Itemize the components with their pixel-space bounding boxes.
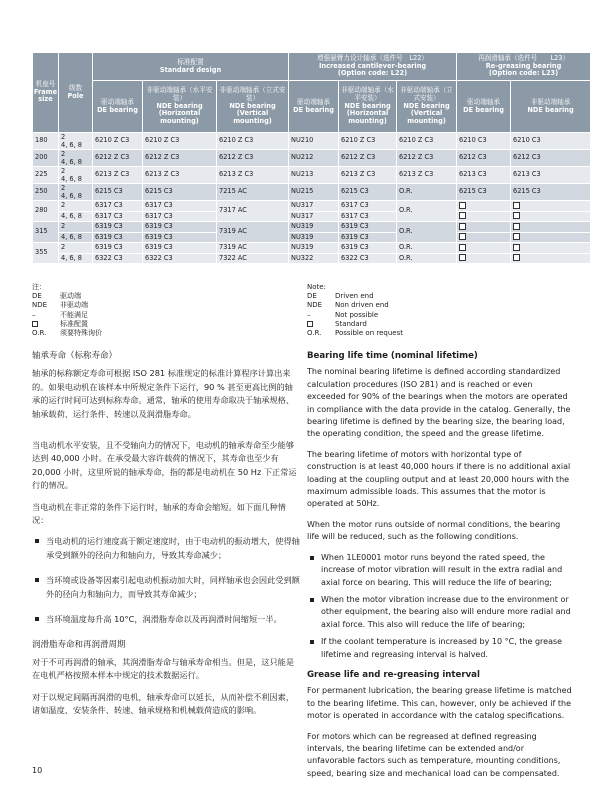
bearing-cell: 6210 Z C3 <box>397 133 457 150</box>
legend-title: 注： <box>32 283 46 291</box>
bearing-cell: 6317 C3 <box>339 201 397 212</box>
pole-cell: 2 <box>59 201 93 212</box>
pole-cell: 4, 6, 8 <box>59 253 93 264</box>
pole-cell: 2 <box>59 243 93 254</box>
frame-cell: 200 <box>33 150 59 167</box>
bearing-cell: NU317 <box>289 211 339 222</box>
bearing-cell: 6317 C3 <box>339 211 397 222</box>
bearing-cell: NU319 <box>289 222 339 233</box>
table-row <box>33 201 591 212</box>
l23-de-header: 驱动端轴承 DE bearing <box>457 81 511 133</box>
bearing-cell: 6212 Z C3 <box>339 150 397 167</box>
section-heading: 润滑脂寿命和再润滑周期 <box>32 639 126 650</box>
bearing-cell: NU215 <box>289 184 339 201</box>
legend-key: NDE <box>32 301 48 310</box>
bearing-cell: 6319 C3 <box>93 232 143 243</box>
list-item: 当环境或设备等因素引起电动机振动加大时，同样轴承也会因此受到额外的径向力和轴向力，而导致其寿命减少； <box>32 574 300 601</box>
std-de-header: 驱动端轴承 DE bearing <box>93 81 143 133</box>
cantilever-header: 增强悬臂力设计轴承（选件号 L22） Increased cantilever-bearing (Option code: L22) <box>289 53 457 81</box>
standard-check <box>511 211 591 222</box>
legend-key: – <box>307 310 311 319</box>
legend-key: NDE <box>307 301 323 310</box>
bearing-cell: 6212 Z C3 <box>93 150 143 167</box>
table-row <box>33 253 591 264</box>
standard-check <box>511 232 591 243</box>
chinese-text-column <box>32 350 300 726</box>
table-row <box>33 243 591 254</box>
bearing-cell: O.R. <box>397 222 457 243</box>
bearing-cell: 6210 C3 <box>511 133 591 150</box>
paragraph: 对于不可再润滑的轴承，其润滑脂寿命与轴承寿命相当。但是，这只能是在电机严格按照本样本中规定的技术数据运行。 <box>32 656 295 681</box>
frame-size-header: 机座号 Frame size <box>33 53 59 133</box>
bearing-cell: 6319 C3 <box>143 222 217 233</box>
checkbox-icon <box>459 212 466 219</box>
checkbox-icon <box>459 202 466 209</box>
checkbox-icon <box>513 212 520 219</box>
bearing-cell: 6212 Z C3 <box>397 150 457 167</box>
legend-value: 须要特殊询价 <box>60 329 102 338</box>
checkbox-icon <box>513 244 520 251</box>
legend-title: Note: <box>307 283 326 291</box>
bullet-list <box>307 552 572 661</box>
bearing-cell: NU319 <box>289 243 339 254</box>
bearing-cell: 6215 C3 <box>511 184 591 201</box>
bearing-table-container <box>32 52 590 264</box>
l22-nde-horizontal-header: 非驱动端轴承（水平安装） NDE bearing (Horizontal mounting) <box>339 81 397 133</box>
bearing-cell: 7319 AC <box>217 243 289 254</box>
regreasing-header: 再润滑轴承（选件号 L23） Re-greasing bearing (Option code: L23) <box>457 53 591 81</box>
paragraph: For permanent lubrication, the bearing grease lifetime is matched to the bearing lifetime. This can, however, only be achieved if the motor is operated in accordance with the catalog specifications. <box>307 686 572 721</box>
bearing-cell: 6215 C3 <box>143 184 217 201</box>
pole-cell: 2 4, 6, 8 <box>59 184 93 201</box>
bearing-cell: 6322 C3 <box>143 253 217 264</box>
checkbox-icon <box>513 233 520 240</box>
table-row <box>33 167 591 184</box>
list-item: If the coolant temperature is increased by 10 °C, the grease lifetime and regreasing interval is halved. <box>307 636 572 661</box>
bearing-cell: O.R. <box>397 243 457 254</box>
paragraph: 对于以规定间隔再润滑的电机，轴承寿命可以延长，从而补偿不利因素，诸如温度、安装条件、转速、轴承规格和机械载荷造成的影响。 <box>32 691 295 716</box>
bearing-cell: 6319 C3 <box>339 222 397 233</box>
legend-value: 不能满足 <box>60 310 88 319</box>
bearing-cell: 6210 Z C3 <box>93 133 143 150</box>
bearing-cell: 6213 C3 <box>457 167 511 184</box>
legend-value: Non driven end <box>335 301 389 310</box>
table-row <box>33 133 591 150</box>
std-nde-horizontal-header: 非驱动端轴承（水平安装） NDE bearing (Horizontal mounting) <box>143 81 217 133</box>
bearing-cell: 7317 AC <box>217 201 289 222</box>
legend-key: O.R. <box>32 329 47 338</box>
bearing-cell: 6212 Z C3 <box>217 150 289 167</box>
checkbox-icon <box>459 233 466 240</box>
checkbox-icon <box>307 321 313 327</box>
pole-cell: 4, 6, 8 <box>59 211 93 222</box>
bearing-cell: 6317 C3 <box>93 201 143 212</box>
bearing-cell: 6215 C3 <box>457 184 511 201</box>
english-text-column <box>307 350 572 788</box>
bearing-cell: NU213 <box>289 167 339 184</box>
legend-en <box>307 283 403 338</box>
bearing-cell: O.R. <box>397 184 457 201</box>
legend-value: Possible on request <box>335 329 403 338</box>
paragraph: The bearing lifetime of motors with horizontal type of construction is at least 40,000 hours if there is no additional axial loading at the coupling output and at least 20,000 hours with the maximum admissible loads. This assumes that the motor is operated at 50Hz. <box>307 449 571 509</box>
checkbox-icon <box>459 254 466 261</box>
paragraph: For motors which can be regreased at defined regreasing intervals, the bearing lifetime can be extended and/or unfavorable factors such as temperature, mounting conditions, speed, bearing size and mechanical load can be compensated. <box>307 731 561 778</box>
list-item: 当环境温度每升高 10°C，润滑脂寿命以及再润滑时间缩短一半。 <box>32 613 300 626</box>
list-item: 当电动机的运行速度高于额定速度时，由于电动机的振动增大，使得轴承受到额外的径向力和轴向力，导致其寿命减少； <box>32 535 300 562</box>
legend-value: Driven end <box>335 292 374 301</box>
bearing-cell: 6210 Z C3 <box>339 133 397 150</box>
bearing-cell: NU322 <box>289 253 339 264</box>
bearing-cell: NU210 <box>289 133 339 150</box>
bearing-cell: O.R. <box>397 253 457 264</box>
pole-cell: 2 4, 6, 8 <box>59 133 93 150</box>
paragraph: 轴承的标称额定寿命可根据 ISO 281 标准规定的标准计算程序计算出来的。如果电动机在该样本中所规定条件下运行，90 % 甚至更高比例的轴承的运行时间可达到标称寿命。通常，轴承的使用寿命取决于轴承规格、轴承载荷、运行条件、转速以及润滑脂寿命。 <box>32 368 295 419</box>
table-row <box>33 232 591 243</box>
standard-check <box>457 243 511 254</box>
paragraph: When the motor runs outside of normal conditions, the bearing life will be reduced, such as the following conditions. <box>307 519 561 542</box>
legend-key: – <box>32 310 36 319</box>
paragraph: 当电动机在非正常的条件下运行时，轴承的寿命会缩短。如下面几种情况： <box>32 501 286 526</box>
bearing-cell: O.R. <box>397 201 457 222</box>
legend-cn <box>32 283 102 338</box>
frame-cell: 225 <box>33 167 59 184</box>
bearing-cell: 6212 C3 <box>457 150 511 167</box>
bearing-cell: 6322 C3 <box>339 253 397 264</box>
table-row <box>33 150 591 167</box>
standard-check <box>511 243 591 254</box>
bearing-cell: 6212 Z C3 <box>143 150 217 167</box>
bearing-cell: 6213 Z C3 <box>217 167 289 184</box>
checkbox-icon <box>513 254 520 261</box>
paragraph: The nominal bearing lifetime is defined according standardized calculation procedures (ISO 281) and is reached or even exceeded for 90% of the bearings when the motors are operated in compliance with the data provide in the catalog. Generally, the bearing lifetime is defined by the bearing size, the bearing load, the operating condition, the speed and the grease lifetime. <box>307 367 571 439</box>
legend-value: Standard <box>335 319 367 328</box>
bearing-cell: 6319 C3 <box>143 232 217 243</box>
bearing-cell: 7215 AC <box>217 184 289 201</box>
pole-cell: 4, 6, 8 <box>59 232 93 243</box>
list-item: When 1LE0001 motor runs beyond the rated speed, the increase of motor vibration will result in the extra radial and axial force on bearing. This will reduce the life of bearing; <box>307 552 572 589</box>
bearing-cell: 6215 C3 <box>339 184 397 201</box>
bearing-cell: 6317 C3 <box>143 211 217 222</box>
pole-header: 级数 Pole <box>59 53 93 133</box>
standard-check <box>457 222 511 233</box>
checkbox-icon <box>513 202 520 209</box>
bearing-cell: 6317 C3 <box>143 201 217 212</box>
bearing-cell: 6322 C3 <box>93 253 143 264</box>
frame-cell: 355 <box>33 243 59 264</box>
pole-cell: 2 <box>59 222 93 233</box>
legend-value: Not possible <box>335 310 379 319</box>
standard-check <box>511 253 591 264</box>
bearing-cell: 6213 Z C3 <box>93 167 143 184</box>
bearing-cell: NU319 <box>289 232 339 243</box>
standard-design-header: 标准配置 Standard design <box>93 53 289 81</box>
legend-key <box>307 320 335 329</box>
legend-value: 非驱动端 <box>60 301 88 310</box>
legend-key: DE <box>307 292 317 301</box>
bearing-cell: 6317 C3 <box>93 211 143 222</box>
bullet-list <box>32 535 300 626</box>
checkbox-icon <box>459 223 466 230</box>
bearing-cell: NU317 <box>289 201 339 212</box>
section-heading: Bearing life time (nominal lifetime) <box>307 351 478 361</box>
list-item: When the motor vibration increase due to the environment or other equipment, the bearing also will endure more radial and axial force. This also will reduce the life of bearing; <box>307 594 572 631</box>
std-nde-vertical-header: 非驱动端轴承（立式安装） NDE bearing (Vertical mounting) <box>217 81 289 133</box>
table-row <box>33 184 591 201</box>
bearing-cell: 6319 C3 <box>143 243 217 254</box>
table-row <box>33 222 591 233</box>
legend-key: DE <box>32 292 42 301</box>
bearing-cell: 6319 C3 <box>93 243 143 254</box>
bearing-table <box>32 52 591 264</box>
bearing-cell: 6213 Z C3 <box>143 167 217 184</box>
section-heading: Grease life and re-greasing interval <box>307 669 480 680</box>
legend-key <box>32 320 60 329</box>
bearing-cell: 6319 C3 <box>339 232 397 243</box>
standard-check <box>511 222 591 233</box>
bearing-cell: 7319 AC <box>217 222 289 243</box>
l23-nde-header: 非驱动端轴承 NDE bearing <box>511 81 591 133</box>
table-row <box>33 211 591 222</box>
bearing-cell: 6319 C3 <box>339 243 397 254</box>
pole-cell: 2 4, 6, 8 <box>59 150 93 167</box>
frame-cell: 315 <box>33 222 59 243</box>
bearing-cell: 7322 AC <box>217 253 289 264</box>
bearing-cell: 6215 C3 <box>93 184 143 201</box>
bearing-cell: 6210 Z C3 <box>143 133 217 150</box>
bearing-cell: 6212 C3 <box>511 150 591 167</box>
bearing-cell: 6213 C3 <box>511 167 591 184</box>
standard-check <box>457 253 511 264</box>
bearing-cell: NU212 <box>289 150 339 167</box>
frame-cell: 250 <box>33 184 59 201</box>
section-heading: 轴承寿命（标称寿命） <box>32 351 118 361</box>
bearing-cell: 6213 Z C3 <box>339 167 397 184</box>
bearing-cell: 6210 C3 <box>457 133 511 150</box>
standard-check <box>457 232 511 243</box>
l22-nde-vertical-header: 非驱动端轴承（立式安装） NDE bearing (Vertical mounting) <box>397 81 457 133</box>
bearing-cell: 6210 Z C3 <box>217 133 289 150</box>
pole-cell: 2 4, 6, 8 <box>59 167 93 184</box>
frame-cell: 280 <box>33 201 59 222</box>
bearing-cell: 6319 C3 <box>93 222 143 233</box>
bearing-cell: 6213 Z C3 <box>397 167 457 184</box>
checkbox-icon <box>32 321 38 327</box>
standard-check <box>457 201 511 212</box>
l22-de-header: 驱动端轴承 DE bearing <box>289 81 339 133</box>
frame-cell: 180 <box>33 133 59 150</box>
legend-key: O.R. <box>307 329 322 338</box>
legend-value: 驱动端 <box>60 292 81 301</box>
standard-check <box>457 211 511 222</box>
legend-value: 标准配置 <box>60 319 88 328</box>
page-number: 10 <box>32 766 43 775</box>
standard-check <box>511 201 591 212</box>
checkbox-icon <box>513 223 520 230</box>
checkbox-icon <box>459 244 466 251</box>
paragraph: 当电动机水平安装，且不受轴向力的情况下，电动机的轴承寿命至少能够达到 40,000 小时。在承受最大容许载荷的情况下，其寿命也至少有 20,000 小时，这里所说的轴承寿命，指的都是电动机在 50 Hz 下正常运行的情况。 <box>32 440 297 491</box>
